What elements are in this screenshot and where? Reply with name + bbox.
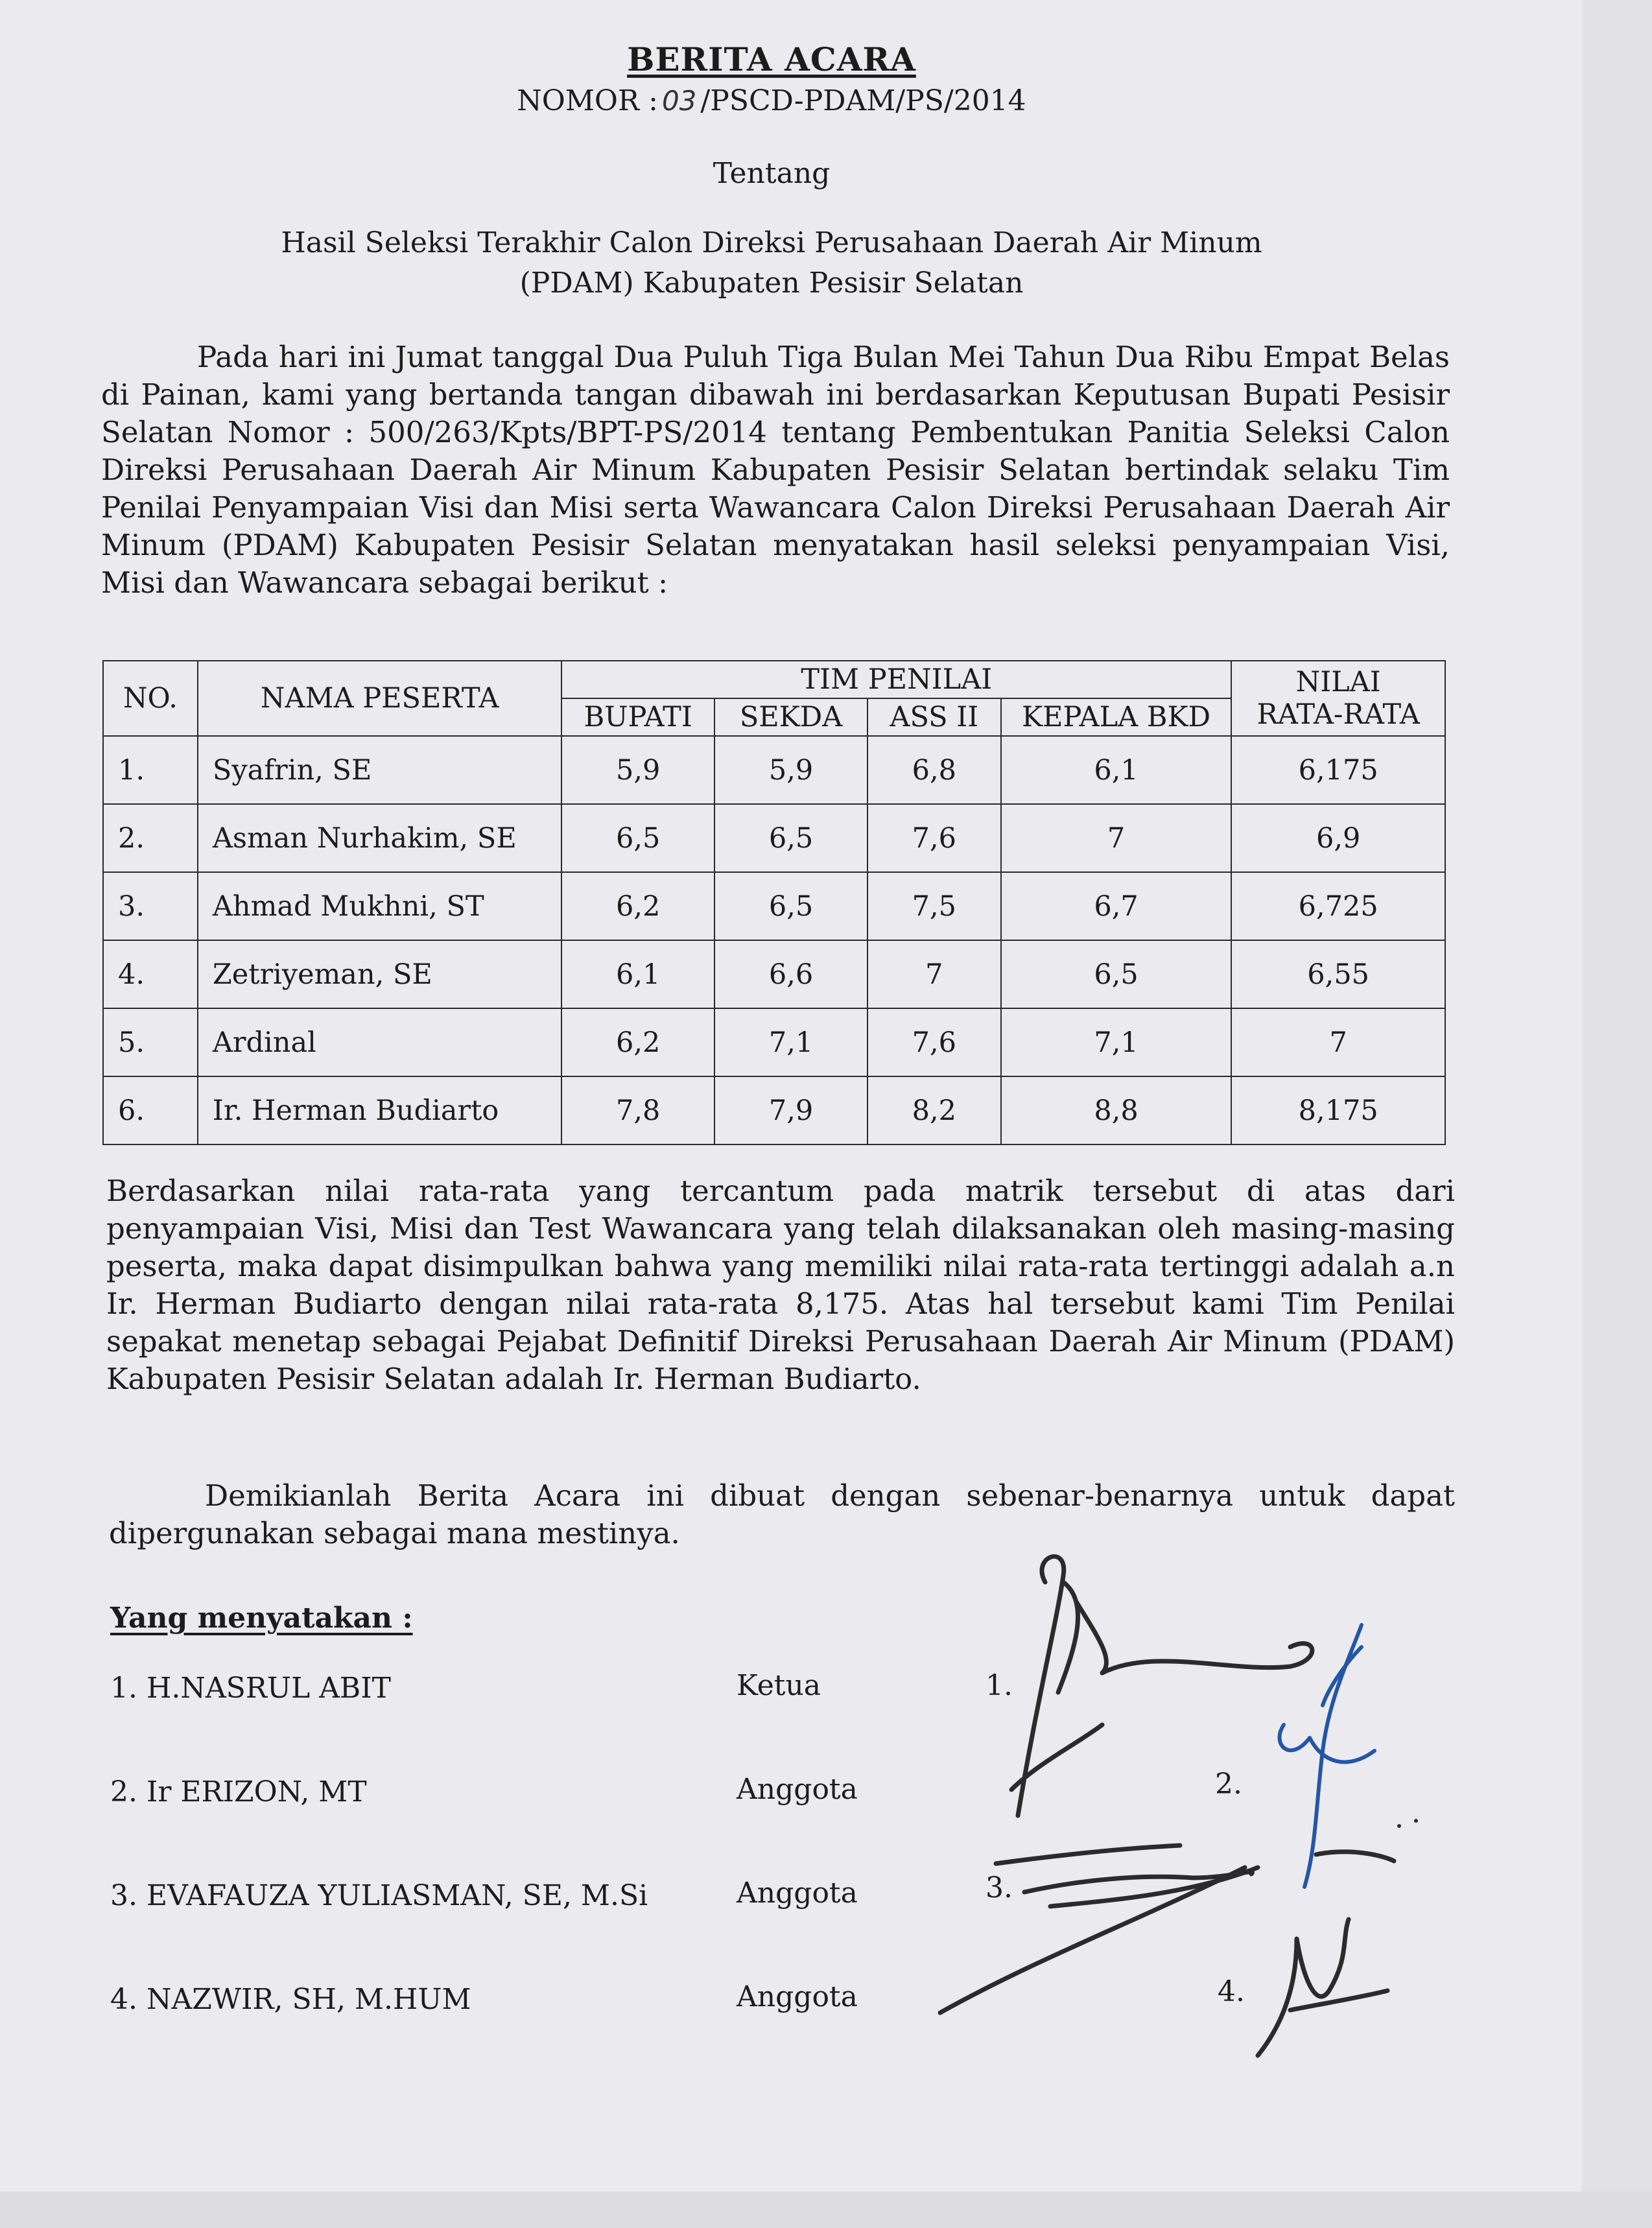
closing-paragraph: Demikianlah Berita Acara ini dibuat dengan sebenar-benarnya untuk dapat dipergunakan sebagai mana mestinya. (109, 1478, 1455, 1550)
cell-nama: Asman Nurhakim, SE (198, 804, 561, 872)
cell-kepala-bkd: 6,1 (1001, 736, 1232, 804)
signature-4 (940, 1867, 1387, 2056)
cell-ass-ii: 6,8 (867, 736, 1001, 804)
signatory-role: Anggota (737, 1877, 858, 1910)
conclusion-paragraph: Berdasarkan nilai rata-rata yang tercantum pada matrik tersebut di atas dari penyampaian Visi, Misi dan Test Wawancara yang telah dilaksanakan oleh masing-masing peserta, maka dapat disimpulkan bahwa yang memiliki nilai rata-rata tertinggi adalah a.n Ir. Herman Budiarto dengan nilai rata-rata 8,175. Atas hal tersebut kami Tim Penilai sepakat menetap sebagai Pejabat Definitif Direksi Perusahaan Daerah Air Minum (PDAM) Kabupaten Pesisir Selatan adalah Ir. Herman Budiarto. (106, 1174, 1455, 1396)
cell-no: 1. (103, 736, 198, 804)
cell-bupati: 6,2 (561, 872, 714, 940)
signature-1 (1011, 1556, 1312, 1816)
cell-rata-rata: 6,9 (1231, 804, 1445, 872)
cell-kepala-bkd: 6,7 (1001, 872, 1232, 940)
cell-kepala-bkd: 8,8 (1001, 1076, 1232, 1144)
cell-nama: Ardinal (198, 1008, 561, 1076)
cell-no: 3. (103, 872, 198, 940)
cell-sekda: 5,9 (714, 736, 867, 804)
document-title: BERITA ACARA (627, 40, 916, 78)
cell-kepala-bkd: 7 (1001, 804, 1232, 872)
signatory-name: 3. EVAFAUZA YULIASMAN, SE, M.Si (110, 1879, 648, 1912)
cell-no: 5. (103, 1008, 198, 1076)
cell-rata-rata: 6,725 (1231, 872, 1445, 940)
cell-rata-rata: 6,55 (1231, 940, 1445, 1008)
cell-rata-rata: 8,175 (1231, 1076, 1445, 1144)
header-sekda: SEKDA (714, 698, 867, 736)
cell-bupati: 6,2 (561, 1008, 714, 1076)
cell-nama: Zetriyeman, SE (198, 940, 561, 1008)
signatory-role: Ketua (737, 1669, 821, 1702)
header-nilai-line-1: NILAI (1295, 666, 1381, 698)
opening-paragraph: Pada hari ini Jumat tanggal Dua Puluh Tiga Bulan Mei Tahun Dua Ribu Empat Belas di Painan, kami yang bertanda tangan dibawah ini berdasarkan Keputusan Bupati Pesisir Selatan Nomor : 500/263/Kpts/BPT-PS/2014 tentang Pembentukan Panitia Seleksi Calon Direksi Perusahaan Daerah Air Minum Kabupaten Pesisir Selatan bertindak selaku Tim Penilai Penyampaian Visi dan Misi serta Wawancara Calon Direksi Perusahaan Daerah Air Minum (PDAM) Kabupaten Pesisir Selatan menyatakan hasil seleksi penyampaian Visi, Misi dan Wawancara sebagai berikut : (101, 340, 1450, 600)
cell-kepala-bkd: 7,1 (1001, 1008, 1232, 1076)
cell-bupati: 6,5 (561, 804, 714, 872)
cell-rata-rata: 6,175 (1231, 736, 1445, 804)
header-ass-ii: ASS II (867, 698, 1001, 736)
cell-ass-ii: 7,6 (867, 1008, 1001, 1076)
cell-no: 6. (103, 1076, 198, 1144)
cell-rata-rata: 7 (1231, 1008, 1445, 1076)
cell-no: 4. (103, 940, 198, 1008)
cell-nama: Syafrin, SE (198, 736, 561, 804)
header-tim-penilai: TIM PENILAI (561, 661, 1231, 698)
header-nilai-line-2: RATA-RATA (1257, 698, 1420, 731)
signature-number: 1. (985, 1669, 1013, 1702)
cell-sekda: 7,9 (714, 1076, 867, 1144)
signatories-heading: Yang menyatakan : (110, 1602, 413, 1635)
signatory-name: 4. NAZWIR, SH, M.HUM (110, 1983, 471, 2016)
signature-number: 4. (1218, 1975, 1245, 2008)
cell-bupati: 5,9 (561, 736, 714, 804)
cell-bupati: 6,1 (561, 940, 714, 1008)
signature-number: 2. (1215, 1768, 1242, 1801)
signature-number: 3. (985, 1871, 1013, 1904)
subject-line-2: (PDAM) Kabupaten Pesisir Selatan (519, 267, 1024, 300)
signatory-name: 2. Ir ERIZON, MT (110, 1775, 367, 1808)
cell-ass-ii: 7 (867, 940, 1001, 1008)
cell-nama: Ir. Herman Budiarto (198, 1076, 561, 1144)
nomor-suffix: /PSCD-PDAM/PS/2014 (700, 84, 1026, 117)
cell-no: 2. (103, 804, 198, 872)
cell-ass-ii: 7,5 (867, 872, 1001, 940)
signatory-name: 1. H.NASRUL ABIT (110, 1672, 391, 1705)
cell-ass-ii: 7,6 (867, 804, 1001, 872)
header-no: NO. (103, 661, 198, 736)
tentang-label: Tentang (713, 157, 831, 190)
header-nama-peserta: NAMA PESERTA (198, 661, 561, 736)
cell-ass-ii: 8,2 (867, 1076, 1001, 1144)
signatory-role: Anggota (737, 1980, 858, 2013)
cell-sekda: 6,5 (714, 804, 867, 872)
cell-sekda: 7,1 (714, 1008, 867, 1076)
nomor-prefix: NOMOR : (517, 84, 658, 117)
cell-kepala-bkd: 6,5 (1001, 940, 1232, 1008)
cell-sekda: 6,5 (714, 872, 867, 940)
signature-3 (996, 1845, 1394, 1906)
signatory-role: Anggota (737, 1773, 858, 1806)
header-bupati: BUPATI (561, 698, 714, 736)
header-kepala-bkd: KEPALA BKD (1001, 698, 1232, 736)
cell-nama: Ahmad Mukhni, ST (198, 872, 561, 940)
cell-sekda: 6,6 (714, 940, 867, 1008)
subject-line-1: Hasil Seleksi Terakhir Calon Direksi Perusahaan Daerah Air Minum (281, 226, 1262, 259)
cell-bupati: 7,8 (561, 1076, 714, 1144)
nomor-handwritten-number: 03 (661, 85, 697, 117)
